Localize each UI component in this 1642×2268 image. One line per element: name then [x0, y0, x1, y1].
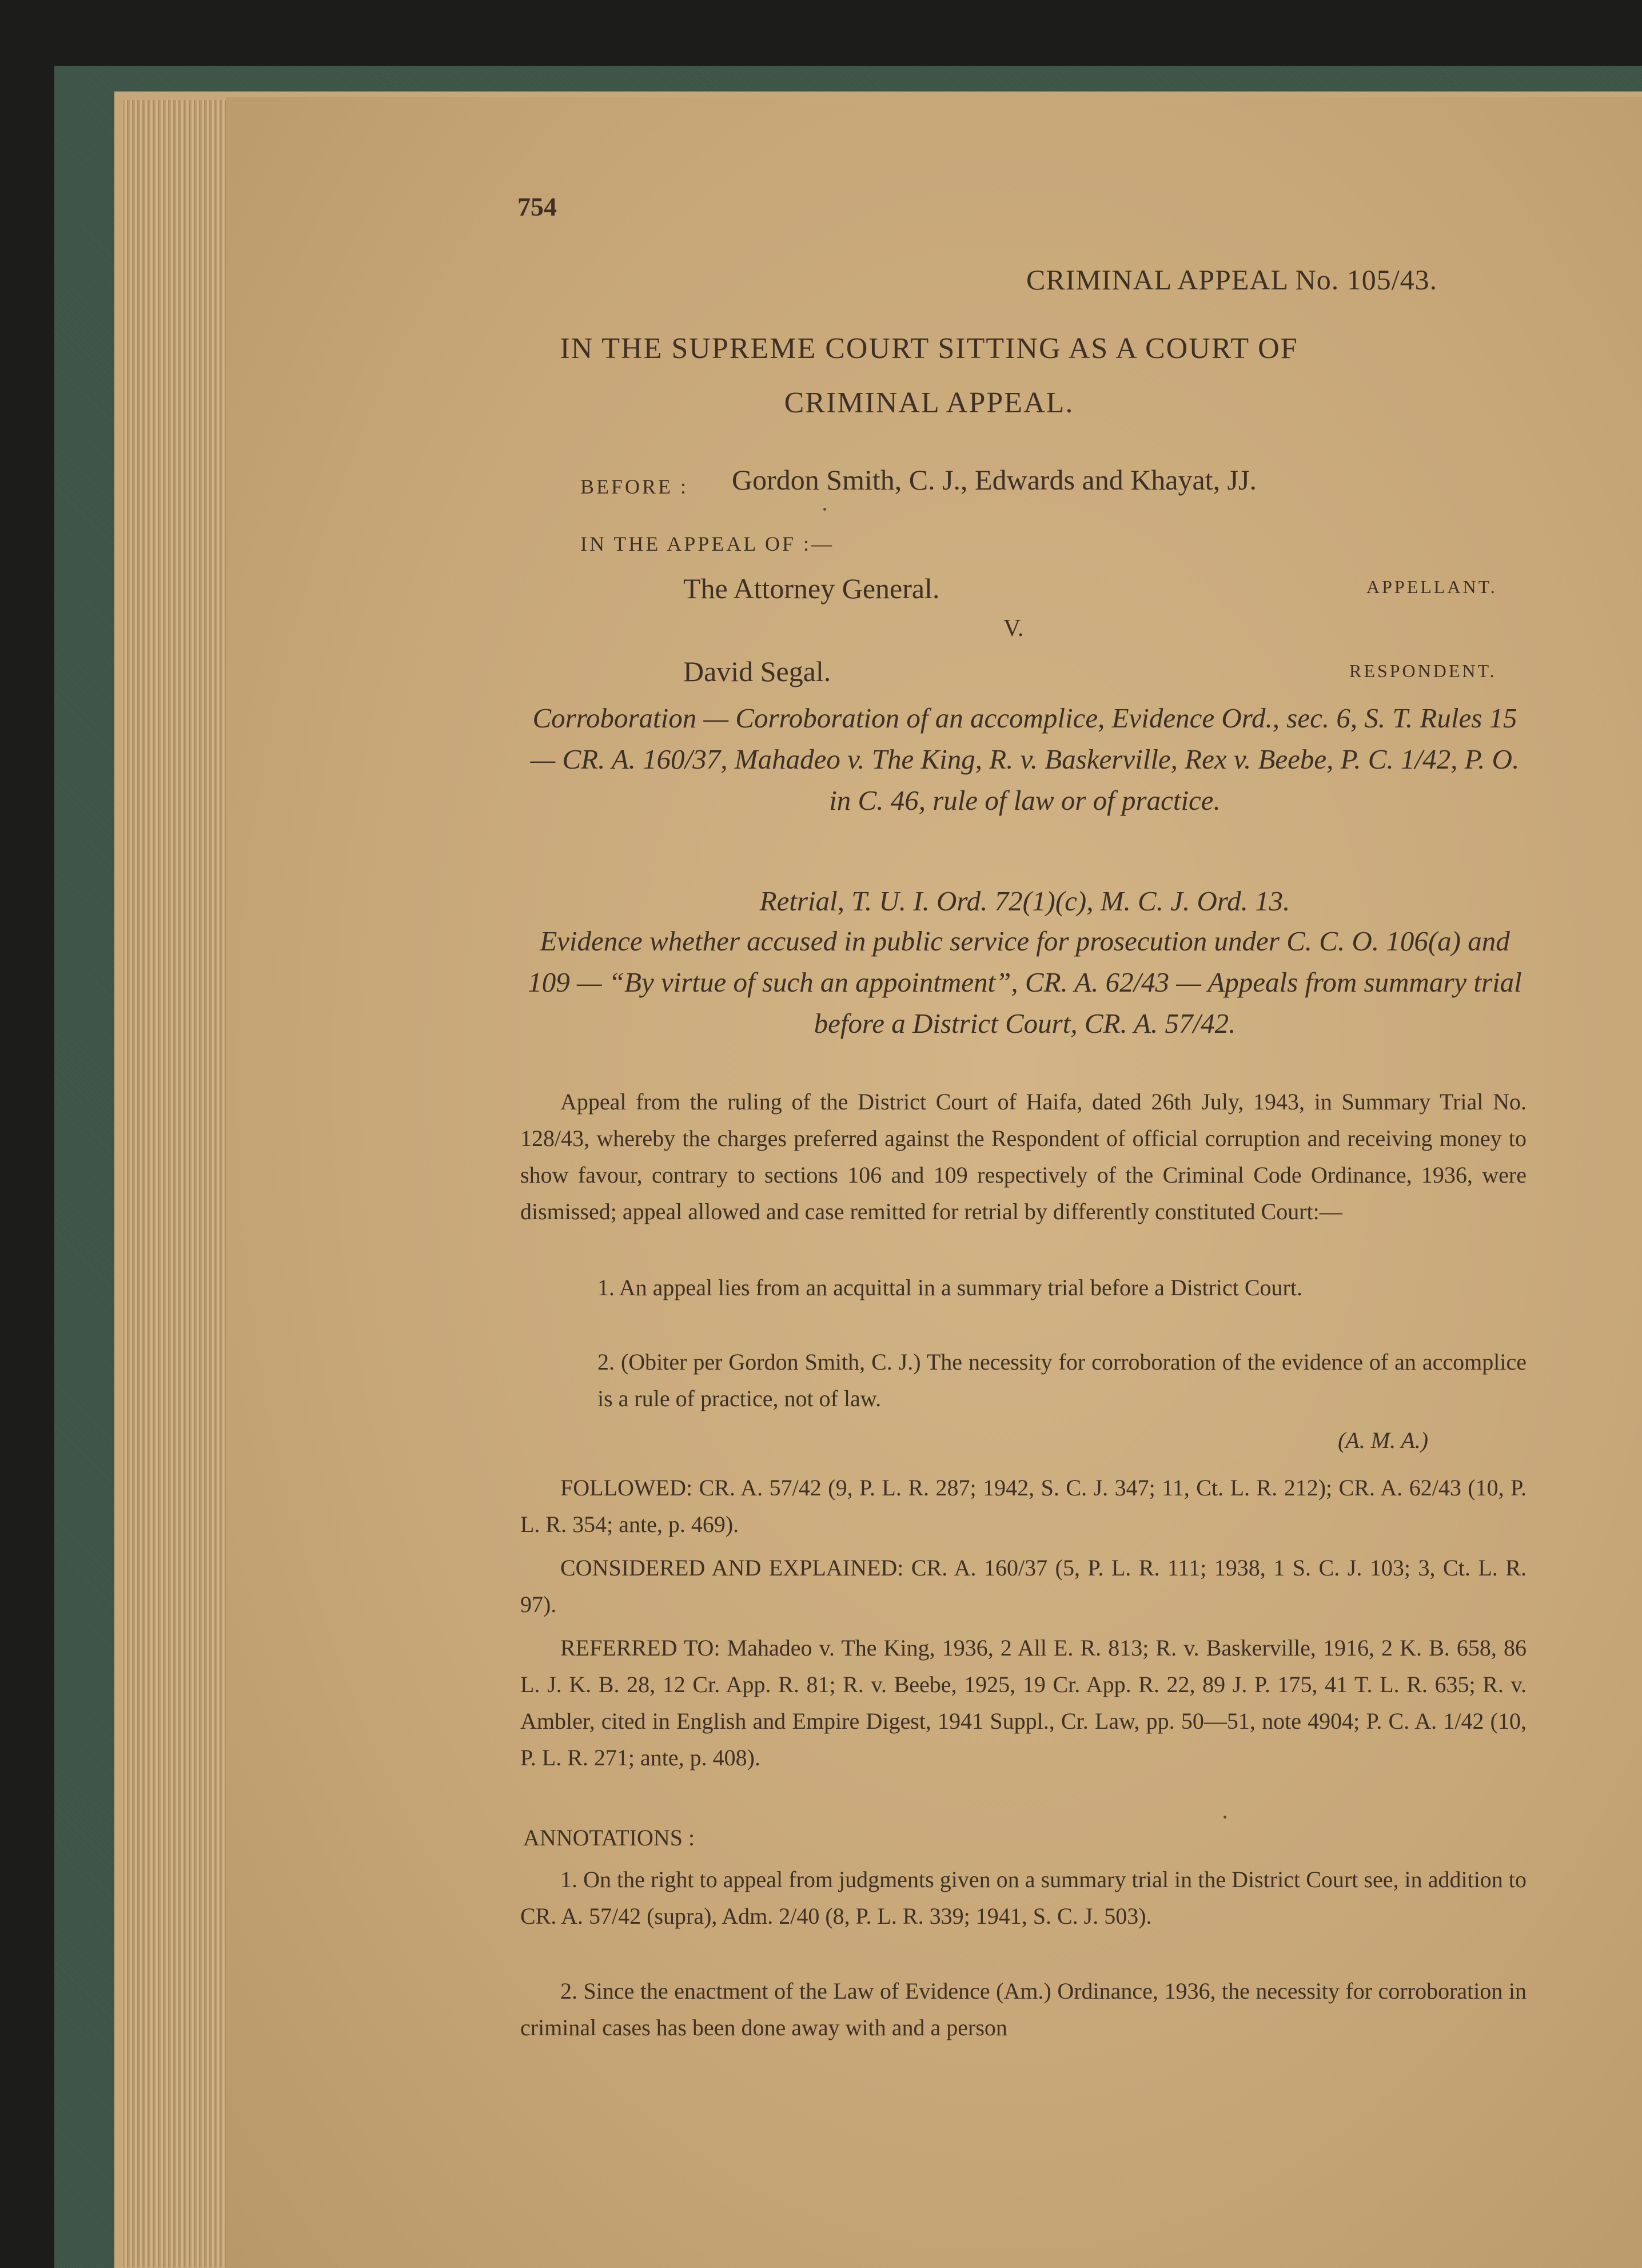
ink-dot	[823, 508, 826, 511]
reporter-initials: (A. M. A.)	[1338, 1427, 1429, 1453]
court-title-line1: IN THE SUPREME COURT SITTING AS A COURT OF	[560, 332, 1298, 365]
appellant-name: The Attorney General.	[683, 572, 940, 604]
before-label: BEFORE :	[580, 475, 689, 498]
before-judges: Gordon Smith, C. J., Edwards and Khayat, JJ.	[732, 464, 1257, 496]
respondent-label: RESPONDENT.	[1349, 660, 1497, 681]
considered-citations: CONSIDERED AND EXPLAINED: CR. A. 160/37 (5, P. L. R. 111; 1938, 1 S. C. J. 103; 3, Ct. L. R. 97).	[520, 1555, 1527, 1617]
annotation-1: 1. On the right to appeal from judgments given on a summary trial in the District Court see, in addition to CR. A. 57/42 (supra), Adm. 2/40 (8, P. L. R. 339; 1941, S. C. J. 503).	[520, 1867, 1527, 1929]
case-reference: CRIMINAL APPEAL No. 105/43.	[1026, 264, 1438, 296]
summary-paragraph: Appeal from the ruling of the District Court of Haifa, dated 26th July, 1943, in Summary Trial No. 128/43, whereby the charges preferred against the Respondent of official corruption and receiving money to show favour, contrary to sections 106 and 109 respectively of the Criminal Code Ordinance, 1936, were dismissed; appeal allowed and case remitted for retrial by differently constituted Court:—	[520, 1089, 1527, 1224]
page-number: 754	[517, 192, 557, 221]
in-appeal-label: IN THE APPEAL OF :—	[580, 532, 835, 555]
book-page	[226, 97, 1642, 2268]
holding-1: 1. An appeal lies from an acquittal in a summary trial before a District Court.	[597, 1275, 1302, 1300]
headnote-evidence: Evidence whether accused in public service for prosecution under C. C. O. 106(a) and 109 — “By virtue of such an appointment”, CR. A. 62/43 — Appeals from summary trial before a District Court, CR. A. 57/42.	[528, 925, 1522, 1039]
appellant-label: APPELLANT.	[1366, 576, 1497, 597]
respondent-name: David Segal.	[683, 655, 831, 687]
headnote-corroboration: Corroboration — Corroboration of an accomplice, Evidence Ord., sec. 6, S. T. Rules 15 — CR. A. 160/37, Mahadeo v. The King, R. v. Baskerville, Rex v. Beebe, P. C. 1/42, P. O. in C. 46, rule of law or of practice.	[530, 702, 1520, 816]
annotation-2: 2. Since the enactment of the Law of Evidence (Am.) Ordinance, 1936, the necessity for corroboration in criminal cases has been done away with and a person	[520, 1978, 1527, 2040]
page-edges	[123, 100, 232, 2267]
followed-citations: FOLLOWED: CR. A. 57/42 (9, P. L. R. 287; 1942, S. C. J. 347; 11, Ct. L. R. 212); CR. A. 62/43 (10, P. L. R. 354; ante, p. 469).	[520, 1475, 1527, 1537]
annotations-heading: ANNOTATIONS :	[523, 1825, 695, 1851]
court-title-line2: CRIMINAL APPEAL.	[784, 387, 1074, 419]
versus: V.	[1003, 615, 1024, 642]
ink-dot	[1223, 1816, 1226, 1819]
headnote-retrial: Retrial, T. U. I. Ord. 72(1)(c), M. C. J. Ord. 13.	[759, 885, 1290, 917]
referred-citations: REFERRED TO: Mahadeo v. The King, 1936, 2 All E. R. 813; R. v. Baskerville, 1916, 2 K. B. 658, 86 L. J. K. B. 28, 12 Cr. App. R. 81; R. v. Beebe, 1925, 19 Cr. App. R. 22, 89 J. P. 175, 41 T. L. R. 635; R. v. Ambler, cited in English and Empire Digest, 1941 Suppl., Cr. Law, pp. 50—51, note 4904; P. C. A. 1/42 (10, P. L. R. 271; ante, p. 408).	[520, 1635, 1527, 1770]
holding-2: 2. (Obiter per Gordon Smith, C. J.) The necessity for corroboration of the evidence of an accomplice is a rule of practice, not of law.	[597, 1349, 1527, 1411]
